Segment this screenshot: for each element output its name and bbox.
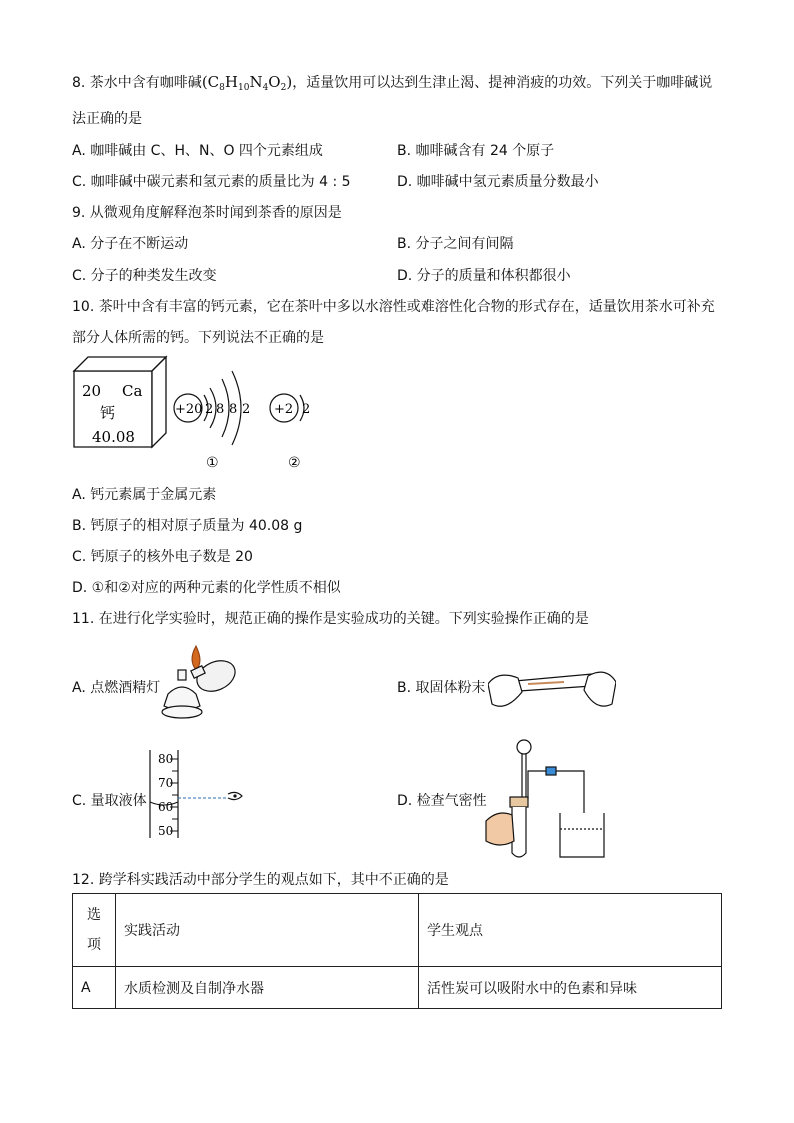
q10-option-c: C. 钙原子的核外电子数是 20 — [72, 549, 253, 565]
q8-stem-line2: 法正确的是 — [72, 111, 142, 127]
element-name: 钙 — [100, 404, 116, 422]
q8-option-a: A. 咖啡碱由 C、H、N、O 四个元素组成 — [72, 143, 323, 159]
header-option: 选 项 — [73, 894, 116, 967]
shell-4: 2 — [242, 402, 251, 417]
q9-option-a: A. 分子在不断运动 — [72, 236, 189, 252]
calcium-ion-structure — [270, 394, 310, 471]
label-2: ② — [288, 455, 301, 471]
element-symbol: Ca — [122, 382, 143, 400]
q10-option-a: A. 钙元素属于金属元素 — [72, 487, 217, 503]
q10-option-b: B. 钙原子的相对原子质量为 40.08 g — [72, 518, 303, 534]
shell-3: 8 — [229, 402, 238, 417]
alcohol-lamp-illustration — [158, 640, 248, 724]
tick-60: 60 — [158, 800, 174, 814]
atomic-mass: 40.08 — [92, 428, 135, 446]
q8-option-c: C. 咖啡碱中碳元素和氢元素的质量比为 4 : 5 — [72, 174, 351, 190]
periodic-table-cell — [74, 357, 166, 447]
label-1: ① — [206, 455, 219, 471]
header-activity: 实践活动 — [116, 894, 419, 967]
row-a-opinion: 活性炭可以吸附水中的色素和异味 — [419, 967, 722, 1009]
test-tube-powder-illustration — [488, 652, 616, 714]
header-opinion: 学生观点 — [419, 894, 722, 967]
q9-option-b: B. 分子之间有间隔 — [397, 236, 514, 252]
nucleus-charge-1: +20 — [175, 402, 203, 417]
q11-option-a: A. 点燃酒精灯 — [72, 680, 161, 696]
q11-option-c: C. 量取液体 — [72, 793, 147, 809]
q8-stem-prefix: 8. 茶水中含有咖啡碱 — [72, 75, 202, 91]
q8-stem-suffix: ，适量饮用可以达到生津止渴、提神消疲的功效。下列关于咖啡碱说 — [292, 75, 713, 91]
q12-table — [72, 893, 722, 1009]
q8-stem-line1 — [72, 72, 712, 93]
q12-stem: 12. 跨学科实践活动中部分学生的观点如下，其中不正确的是 — [72, 872, 449, 888]
tick-70: 70 — [158, 776, 174, 790]
q11-stem: 11. 在进行化学实验时，规范正确的操作是实验成功的关键。下列实验操作正确的是 — [72, 611, 589, 627]
nucleus-charge-2: +2 — [274, 402, 294, 417]
q9-option-c: C. 分子的种类发生改变 — [72, 268, 217, 284]
q9-option-d: D. 分子的质量和体积都很小 — [397, 268, 571, 284]
caffeine-formula: $(C_8H_{10}N_4O_2)$ — [201, 73, 293, 93]
q10-stem-line1: 10. 茶叶中含有丰富的钙元素，它在茶叶中多以水溶性或难溶性化合物的形式存在，适量饮用茶水可补充 — [72, 299, 715, 315]
shell-1: 2 — [205, 402, 214, 417]
q11-option-b: B. 取固体粉末 — [397, 680, 486, 696]
q8-option-d: D. 咖啡碱中氢元素质量分数最小 — [397, 174, 599, 190]
row-a-option: A — [73, 967, 116, 1009]
q11-option-d: D. 检查气密性 — [397, 793, 487, 809]
row-a-activity: 水质检测及自制净水器 — [116, 967, 419, 1009]
q10-stem-line2: 部分人体所需的钙。下列说法不正确的是 — [72, 330, 324, 346]
table-row — [73, 967, 722, 1009]
graduated-cylinder-illustration — [140, 746, 250, 842]
ion-shell-1: 2 — [302, 402, 311, 417]
q8-option-b: B. 咖啡碱含有 24 个原子 — [397, 143, 555, 159]
q9-stem: 9. 从微观角度解释泡茶时闻到茶香的原因是 — [72, 205, 342, 221]
q10-option-d: D. ①和②对应的两种元素的化学性质不相似 — [72, 580, 341, 596]
atomic-number: 20 — [82, 382, 102, 400]
shell-2: 8 — [216, 402, 225, 417]
tick-50: 50 — [158, 824, 174, 838]
calcium-figure — [70, 355, 330, 475]
airtightness-check-illustration — [484, 737, 612, 863]
tick-80: 80 — [158, 752, 174, 766]
calcium-atom-structure — [174, 371, 250, 471]
table-header-row — [73, 894, 722, 967]
